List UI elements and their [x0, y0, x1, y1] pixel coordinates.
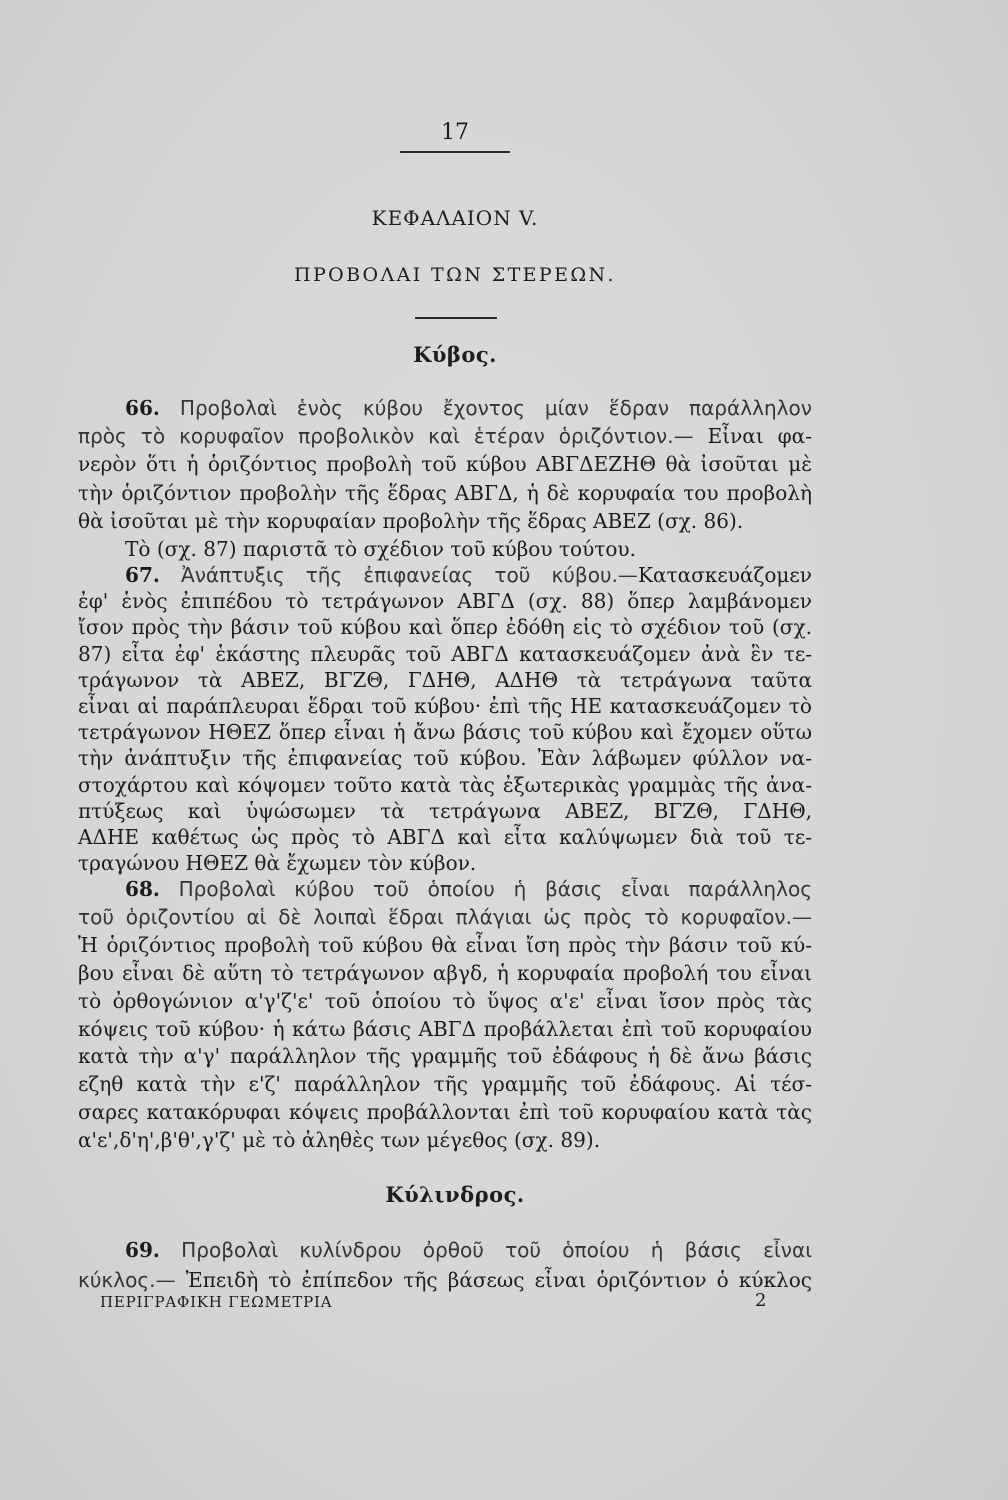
paragraph-title-text: πρὸς τὸ κορυφαῖον προβολικὸν καὶ ἑτέραν ὁριζόντιον.—: [78, 424, 694, 449]
body-text: 87) εἶτα ἐφ' ἑκάστης πλευρᾶς τοῦ ΑΒΓΔ κατασκευάζομεν ἀνὰ ἓν τε-: [78, 641, 812, 666]
paragraph-line: [78, 1127, 812, 1155]
body-text: θὰ ἰσοῦται μὲ τὴν κορυφαίαν προβολὴν τῆς ἕδρας ΑΒΕΖ (σχ. 86).: [78, 508, 744, 533]
paragraph-line: [78, 932, 812, 960]
paragraph-line: [78, 693, 812, 719]
paragraph-title-text: Προβολαὶ ἑνὸς κύβου ἔχοντος μίαν ἕδραν παράλληλον: [179, 396, 812, 420]
paragraph-line: [78, 450, 812, 478]
body-text: τράγωνον τὰ ΑΒΕΖ, ΒΓΖΘ, ΓΔΗΘ, ΑΔΗΘ τὰ τετράγωνα ταῦτα: [78, 667, 812, 692]
paragraph-number: 67.: [125, 563, 160, 587]
paragraph-66-continuation: [78, 535, 812, 563]
paragraph-line: [78, 641, 812, 667]
paragraph-line: [78, 422, 812, 450]
body-text: τετράγωνον ΗΘΕΖ ὅπερ εἶναι ἡ ἄνω βάσις τοῦ κύβου καὶ ἔχομεν οὕτω: [78, 720, 812, 745]
paragraph-line: [78, 667, 812, 693]
body-text: βου εἶναι δὲ αὕτη τὸ τετράγωνον αβγδ, ἡ κορυφαία προβολή του εἶναι: [78, 960, 812, 985]
paragraph-line: [78, 960, 812, 988]
paragraph-line: [78, 1016, 812, 1044]
body-text: τὴν ἀνάπτυξιν τῆς ἐπιφανείας τοῦ κύβου. Ἐὰν λάβωμεν φύλλον να-: [78, 746, 812, 771]
paragraph-line: [78, 535, 812, 563]
chapter-title: ΠΡΟΒΟΛΑΙ ΤΩΝ ΣΤΕΡΕΩΝ.: [294, 264, 616, 286]
paragraph-title-text: Προβολαὶ κύβου τοῦ ὁποίου ἡ βάσις εἶναι παράλληλος: [178, 877, 813, 901]
paragraph-number: 66.: [125, 396, 160, 420]
paragraph-line: [78, 1235, 812, 1265]
body-text: τὴν ὁριζόντιον προβολὴν τῆς ἕδρας ΑΒΓΔ, ἡ δὲ κορυφαία του προβολὴ: [78, 480, 812, 505]
paragraph-line: [78, 479, 812, 507]
body-text: πτύξεως καὶ ὑψώσωμεν τὰ τετράγωνα ΑΒΕΖ, ΒΓΖΘ, ΓΔΗΘ,: [78, 798, 812, 823]
body-text: τραγώνου ΗΘΕΖ θὰ ἔχωμεν τὸν κύβον.: [78, 851, 477, 876]
paragraph-number: 69.: [125, 1238, 160, 1262]
page-number-rule: [400, 151, 510, 153]
body-text: Τὸ (σχ. 87) παριστᾶ τὸ σχέδιον τοῦ κύβου τούτου.: [125, 537, 636, 561]
paragraph-line: [78, 824, 812, 850]
page-number: 17: [441, 120, 469, 145]
body-text: νερὸν ὅτι ἡ ὁριζόντιος προβολὴ τοῦ κύβου ΑΒΓΔΕΖΗΘ θὰ ἰσοῦται μὲ: [78, 452, 812, 477]
paragraph-line: [78, 904, 812, 932]
body-text: Εἶναι φα-: [707, 424, 812, 449]
paragraph-line: [78, 1043, 812, 1071]
paragraph-line: [78, 876, 812, 904]
body-text: α'ε',δ'η',β'θ',γ'ζ' μὲ τὸ ἀληθὲς των μέγεθος (σχ. 89).: [78, 1128, 601, 1153]
paragraph-67: [78, 562, 812, 876]
body-text: στοχάρτου καὶ κόψομεν τοῦτο κατὰ τὰς ἐξωτερικὰς γραμμὰς τῆς ἀνα-: [78, 772, 812, 797]
body-text: εζηθ κατὰ τὴν ε'ζ' παράλληλον τῆς γραμμῆς τοῦ ἐδάφους. Αἱ τέσ-: [78, 1072, 812, 1097]
paragraph-line: [78, 394, 812, 422]
paragraph-66: [78, 394, 812, 535]
paragraph-line: [78, 562, 812, 588]
paragraph-line: [78, 988, 812, 1016]
body-text: κόψεις τοῦ κύβου· ἡ κάτω βάσις ΑΒΓΔ προβάλλεται ἐπὶ τοῦ κορυφαίου: [78, 1016, 812, 1041]
body-text: Ἐπειδὴ τὸ ἐπίπεδον τῆς βάσεως εἶναι ὁριζόντιον ὁ κύκλος: [185, 1268, 813, 1292]
paragraph-title-text: Προβολαὶ κυλίνδρου ὀρθοῦ τοῦ ὁποίου ἡ βάσις εἶναι: [181, 1238, 812, 1262]
body-text: σαρες κατακόρυφαι κόψεις προβάλλονται ἐπὶ τοῦ κορυφαίου κατὰ τὰς: [78, 1100, 812, 1125]
body-text: Ἡ ὁριζόντιος προβολὴ τοῦ κύβου θὰ εἶναι ἴση πρὸς τὴν βάσιν τοῦ κύ-: [78, 932, 812, 957]
body-text: Κατασκευάζομεν: [637, 563, 812, 587]
footer-signature-number: 2: [755, 1290, 767, 1311]
title-rule: [415, 317, 497, 319]
paragraph-title-text: κύκλος.—: [78, 1268, 176, 1292]
chapter-number: ΚΕΦΑΛΑΙΟΝ V.: [371, 206, 539, 230]
paragraph-line: [78, 507, 812, 535]
paragraph-line: [78, 1071, 812, 1099]
paragraph-title-text: Ἀνάπτυξις τῆς ἐπιφανείας τοῦ κύβου.—: [181, 563, 638, 587]
section-heading-cube: Κύβος.: [413, 342, 497, 367]
body-text: ἐφ' ἑνὸς ἐπιπέδου τὸ τετράγωνον ΑΒΓΔ (σχ. 88) ὅπερ λαμβάνομεν: [78, 589, 812, 614]
paragraph-68: [78, 876, 812, 1155]
paragraph-line: [78, 588, 812, 614]
body-text: εἶναι αἱ παράπλευραι ἕδραι τοῦ κύβου· ἐπὶ τῆς ΗΕ κατασκευάζομεν τὸ: [78, 694, 812, 719]
paragraph-line: [78, 719, 812, 745]
paragraph-69: [78, 1235, 812, 1295]
paragraph-line: [78, 745, 812, 771]
paragraph-title-text: τοῦ ὁριζοντίου αἱ δὲ λοιπαὶ ἕδραι πλάγιαι ὡς πρὸς τὸ κορυφαῖον.—: [78, 904, 812, 929]
body-text: ἴσον πρὸς τὴν βάσιν τοῦ κύβου καὶ ὅπερ ἐδόθη εἰς τὸ σχέδιον τοῦ (σχ.: [78, 615, 812, 640]
body-text: ΑΔΗΕ καθέτως ὡς πρὸς τὸ ΑΒΓΔ καὶ εἶτα καλύψωμεν διὰ τοῦ τε-: [78, 825, 812, 850]
body-text: τὸ ὀρθογώνιον α'γ'ζ'ε' τοῦ ὁποίου τὸ ὕψος α'ε' εἶναι ἴσον πρὸς τὰς: [78, 988, 812, 1013]
paragraph-line: [78, 1265, 812, 1295]
section-heading-cylinder: Κύλινδρος.: [385, 1182, 525, 1207]
paragraph-line: [78, 798, 812, 824]
paragraph-line: [78, 1099, 812, 1127]
paragraph-line: [78, 772, 812, 798]
paragraph-line: [78, 850, 812, 876]
paragraph-number: 68.: [125, 877, 160, 901]
paragraph-line: [78, 614, 812, 640]
body-text: κατὰ τὴν α'γ' παράλληλον τῆς γραμμῆς τοῦ ἐδάφους ἡ δὲ ἄνω βάσις: [78, 1044, 812, 1069]
footer-book-title: ΠΕΡΙΓΡΑΦΙΚΗ ΓΕΩΜΕΤΡΙΑ: [100, 1293, 333, 1311]
